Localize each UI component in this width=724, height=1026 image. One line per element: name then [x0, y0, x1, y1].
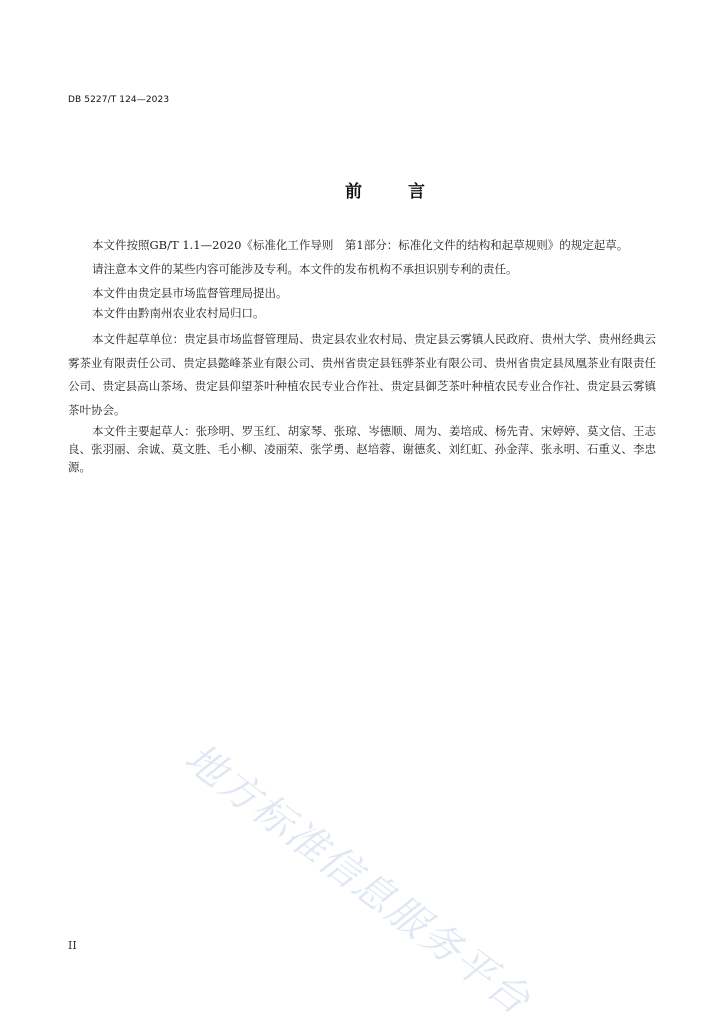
paragraph-main-drafters: 本文件主要起草人：张珍明、罗玉红、胡家琴、张琼、岑德顺、周为、姜培成、杨先青、宋婷婷、莫文信、王志良、张羽丽、余诚、莫文胜、毛小柳、凌丽荣、张学勇、赵培蓉、谢德炙、刘红虹、孙金萍、张永明、石重义、李忠源。	[68, 424, 656, 474]
paragraph-centralized-unit: 本文件由黔南州农业农村局归口。	[92, 306, 265, 320]
paragraph-proposer: 本文件由贵定县市场监督管理局提出。	[92, 286, 288, 300]
page-number: II	[68, 939, 77, 952]
page-title: 前言	[345, 182, 471, 202]
paragraph-patent-notice: 请注意本文件的某些内容可能涉及专利。本文件的发布机构不承担识别专利的责任。	[92, 262, 518, 276]
document-code: DB 5227/T 124—2023	[68, 95, 170, 105]
paragraph-drafting-units: 本文件起草单位：贵定县市场监督管理局、贵定县农业农村局、贵定县云雾镇人民政府、贵州大学、贵州经典云雾茶业有限责任公司、贵定县懿峰茶业有限公司、贵州省贵定县钰骅茶业有限公司、贵州省贵定县凤凰茶业有限责任公司、贵定县高山茶场、贵定县仰望茶叶种植农民专业合作社、贵定县御芝茶叶种植农民专业合作社、贵定县云雾镇茶叶协会。	[68, 332, 656, 417]
paragraph-drafting-rules: 本文件按照GB/T 1.1—2020《标准化工作导则 第1部分：标准化文件的结构和起草规则》的规定起草。	[92, 238, 629, 252]
document-body	[68, 236, 656, 476]
watermark-text: 地方标准信息服务平台	[176, 734, 540, 1025]
